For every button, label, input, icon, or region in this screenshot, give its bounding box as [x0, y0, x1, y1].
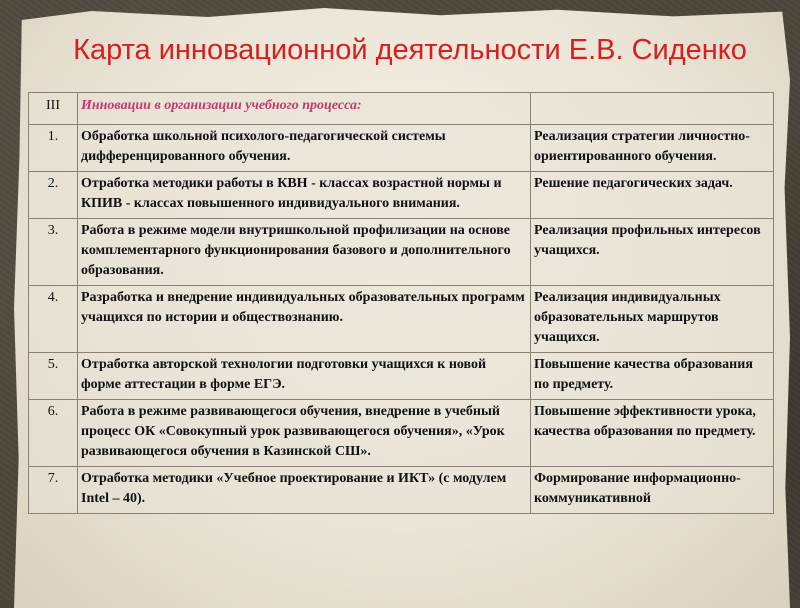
innovation-cell: Отработка авторской технологии подготовки учащихся к новой форме аттестации в форме ЕГЭ. — [78, 353, 531, 400]
row-number: 5. — [29, 353, 78, 400]
result-cell: Повышение эффективности урока, качества образования по предмету. — [531, 400, 774, 467]
table-row — [29, 467, 774, 514]
result-cell: Реализация индивидуальных образовательных маршрутов учащихся. — [531, 286, 774, 353]
table-row — [29, 219, 774, 286]
result-cell: Реализация стратегии личностно-ориентированного обучения. — [531, 125, 774, 172]
section-title — [78, 93, 531, 125]
innovation-cell: Отработка методики «Учебное проектирование и ИКТ» (с модулем Intel – 40). — [78, 467, 531, 514]
slide-title: Карта инновационной деятельности Е.В. Сиденко — [73, 34, 747, 66]
innovation-cell: Работа в режиме развивающегося обучения, внедрение в учебный процесс ОК «Совокупный урок развивающегося обучения», «Урок развивающегося обучения в Казинской СШ». — [78, 400, 531, 467]
section-number: III — [29, 93, 78, 125]
section-title-text: Инновации в организации учебного процесса: — [81, 98, 362, 113]
innovation-cell: Работа в режиме модели внутришкольной профилизации на основе комплементарного функционирования базового и дополнительного образования. — [78, 219, 531, 286]
row-number: 3. — [29, 219, 78, 286]
row-number: 6. — [29, 400, 78, 467]
table-header-row — [29, 93, 774, 125]
innovation-table — [28, 92, 774, 514]
result-cell: Повышение качества образования по предмету. — [531, 353, 774, 400]
row-number: 4. — [29, 286, 78, 353]
table-row — [29, 286, 774, 353]
innovation-cell: Разработка и внедрение индивидуальных образовательных программ учащихся по истории и обществознанию. — [78, 286, 531, 353]
table-row — [29, 353, 774, 400]
row-number: 7. — [29, 467, 78, 514]
result-cell: Формирование информационно-коммуникативной — [531, 467, 774, 514]
table-row — [29, 125, 774, 172]
row-number: 2. — [29, 172, 78, 219]
innovation-cell: Отработка методики работы в КВН - классах возрастной нормы и КПИВ - классах повышенного индивидуального внимания. — [78, 172, 531, 219]
innovation-cell: Обработка школьной психолого-педагогической системы дифференцированного обучения. — [78, 125, 531, 172]
table-row — [29, 400, 774, 467]
table-row — [29, 172, 774, 219]
result-cell: Решение педагогических задач. — [531, 172, 774, 219]
row-number: 1. — [29, 125, 78, 172]
result-cell: Реализация профильных интересов учащихся. — [531, 219, 774, 286]
section-empty-cell — [531, 93, 774, 125]
